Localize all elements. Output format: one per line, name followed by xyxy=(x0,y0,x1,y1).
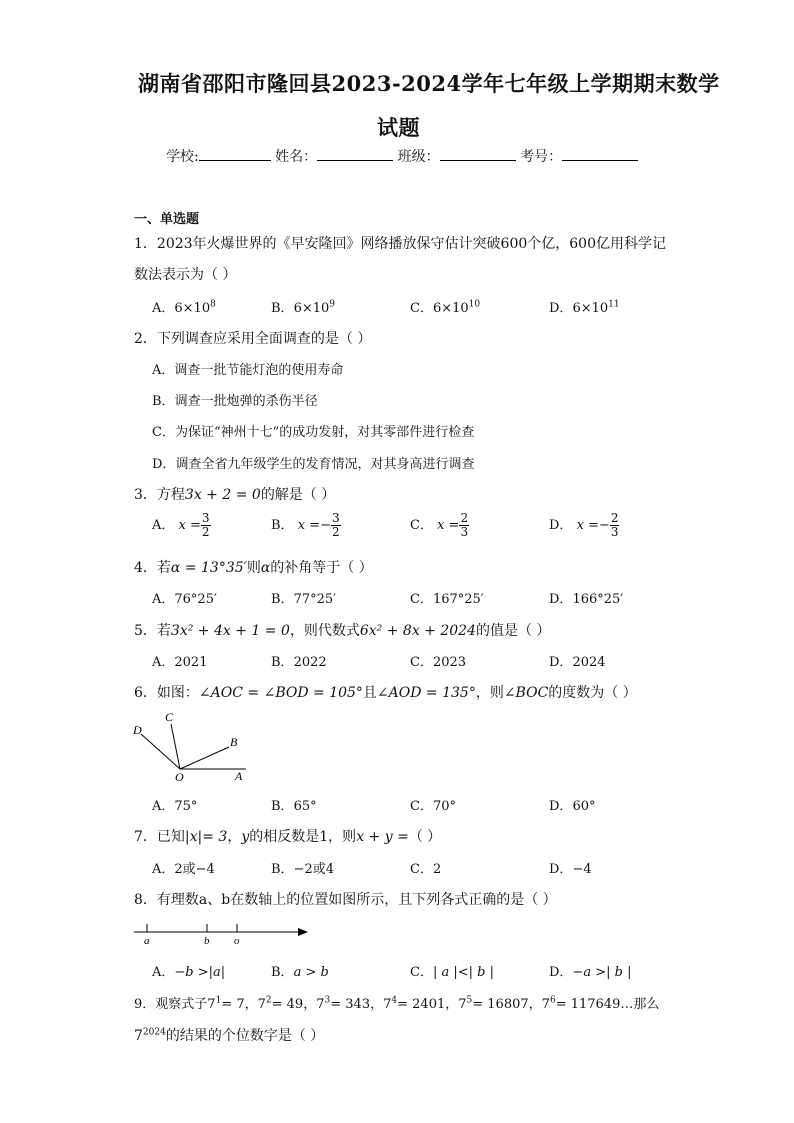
q2-option-d[interactable]: D．调查全省九年级学生的发育情况，对其身高进行调查 xyxy=(152,457,475,472)
q8-stem: 8．有理数a、b在数轴上的位置如图所示，且下列各式正确的是（ ） xyxy=(134,892,557,908)
q7-stem: 7．已知|x|= 3，y的相反数是1，则x + y =（ ） xyxy=(134,829,442,845)
label-c: C xyxy=(165,710,174,724)
q9-line-1: 9．观察式子$7^1= 7$，$7^2= 49$，$7^3= 343$，$7^4= 2401$，$7^5= 16807$，$7^6=$ 117649…那么 xyxy=(134,995,660,1012)
q8-option-a[interactable]: A．−b >|a| xyxy=(152,965,226,980)
name-blank[interactable] xyxy=(317,146,393,161)
arrow-right-icon xyxy=(298,928,308,936)
label-o: O xyxy=(175,770,184,782)
q1-option-c[interactable]: C．$6\times 10^{10}$ xyxy=(410,299,481,316)
q6-option-a[interactable]: A．75° xyxy=(152,799,198,814)
label-a: A xyxy=(235,769,243,782)
q9-power-4: $7^4= 2401$ xyxy=(383,995,446,1012)
q6-option-c[interactable]: C．70° xyxy=(410,799,456,814)
q3-stem: 3．方程3x + 2 = 0的解是（ ） xyxy=(134,487,336,503)
q2-option-b[interactable]: B．调查一批炮弹的杀伤半径 xyxy=(152,394,318,409)
q4-option-d[interactable]: D．166°25′ xyxy=(549,592,624,607)
q2-stem: 2．下列调查应采用全面调查的是（ ） xyxy=(134,331,372,347)
q9-line-2: $7^{2024}$的结果的个位数字是（ ） xyxy=(134,1027,325,1044)
class-label: 班级： xyxy=(397,149,440,165)
q8-option-b[interactable]: B．a > b xyxy=(271,965,329,980)
q7-option-c[interactable]: C．2 xyxy=(410,862,442,877)
q4-option-b[interactable]: B．77°25′ xyxy=(271,592,337,607)
q9-power-6: $7^6= 117649$ xyxy=(541,995,621,1012)
q9-power-5: $7^5= 16807$ xyxy=(458,995,529,1012)
name-label: 姓名： xyxy=(275,149,318,165)
q6-stem: 6．如图：∠AOC = ∠BOD = 105°且∠AOD = 135°，则∠BOC的度数为（ ） xyxy=(134,685,637,701)
school-blank[interactable] xyxy=(199,146,271,161)
q1-line-1: 1．2023年火爆世界的《早安隆回》网络播放保守估计突破600个亿，600亿用科学记 xyxy=(134,236,666,252)
q6-option-b[interactable]: B．65° xyxy=(271,799,317,814)
exam-no-blank[interactable] xyxy=(562,146,638,161)
q1-option-b[interactable]: B．$6\times 10^9$ xyxy=(271,299,336,316)
title-line-2: 试题 xyxy=(377,115,420,140)
q8-number-line xyxy=(130,918,312,950)
q8-option-d[interactable]: D．−a >| b | xyxy=(549,965,632,980)
info-line xyxy=(166,146,638,166)
point-a-label: a xyxy=(144,935,150,947)
school-label: 学校: xyxy=(166,149,199,165)
q5-option-b[interactable]: B．2022 xyxy=(271,655,327,670)
q6-option-d[interactable]: D．60° xyxy=(549,799,596,814)
q7-option-d[interactable]: D．−4 xyxy=(549,862,592,877)
q1-line-2: 数法表示为（ ） xyxy=(134,267,237,283)
label-b: B xyxy=(230,735,238,749)
q9-power-1: $7^1= 7$ xyxy=(207,995,245,1012)
q8-option-c[interactable]: C．| a |<| b | xyxy=(410,965,494,980)
section-title: 一、单选题 xyxy=(134,212,200,227)
q5-option-d[interactable]: D．2024 xyxy=(549,655,606,670)
q6-angle-figure xyxy=(128,706,253,782)
q4-stem: 4．若α = 13°35′则α的补角等于（ ） xyxy=(134,560,373,576)
exam-no-label: 考号： xyxy=(520,149,563,165)
q3-option-d[interactable]: D． x =− $\frac{2}{3}$ xyxy=(549,511,619,539)
q3-option-a[interactable]: A． x = $\frac{3}{2}$ xyxy=(152,511,210,539)
title-line-1: 湖南省邵阳市隆回县2023-2024学年七年级上学期期末数学 xyxy=(138,71,720,96)
q3-option-b[interactable]: B． x =− $\frac{3}{2}$ xyxy=(271,511,340,539)
q5-option-a[interactable]: A．2021 xyxy=(152,655,208,670)
q5-stem: 5．若3x² + 4x + 1 = 0，则代数式6x² + 8x + 2024的值是（ ） xyxy=(134,623,551,639)
q3-equation: 3x + 2 = 0 xyxy=(184,487,261,503)
q2-option-a[interactable]: A．调查一批节能灯泡的使用寿命 xyxy=(152,363,344,378)
q4-option-a[interactable]: A．76°25′ xyxy=(152,592,217,607)
point-b-label: b xyxy=(204,935,210,947)
q1-option-d[interactable]: D．$6\times 10^{11}$ xyxy=(549,299,620,316)
q1-option-a[interactable]: A．$6\times 10^8$ xyxy=(152,299,216,316)
q2-option-c[interactable]: C．为保证“神州十七”的成功发射，对其零部件进行检查 xyxy=(152,425,475,440)
q5-option-c[interactable]: C．2023 xyxy=(410,655,467,670)
q7-option-a[interactable]: A．2或−4 xyxy=(152,862,215,877)
q9-power-3: $7^3= 343$ xyxy=(316,995,371,1012)
label-d: D xyxy=(133,723,142,737)
class-blank[interactable] xyxy=(440,146,516,161)
q7-option-b[interactable]: B．−2或4 xyxy=(271,862,334,877)
q9-power-2: $7^2= 49$ xyxy=(257,995,304,1012)
q3-option-c[interactable]: C． x = $\frac{2}{3}$ xyxy=(410,511,469,539)
q4-option-c[interactable]: C．167°25′ xyxy=(410,592,484,607)
origin-label: o xyxy=(234,935,240,947)
